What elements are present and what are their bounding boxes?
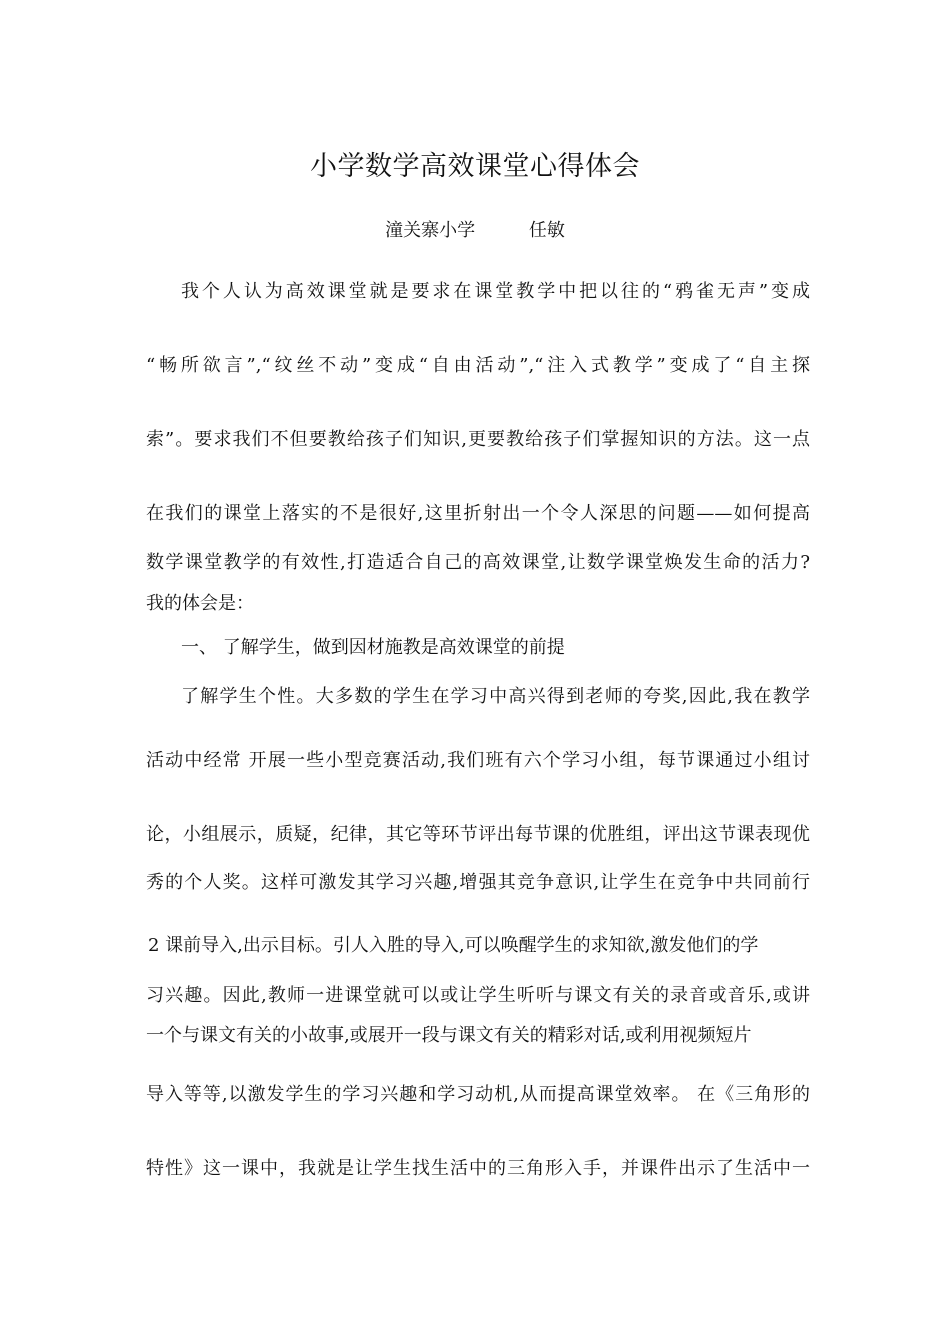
- school-name: 潼关寨小学: [385, 220, 476, 241]
- paragraph-line: 特性》这一课中，我就是让学生找生活中的三角形入手，并课件出示了生活中一: [146, 1158, 810, 1179]
- paragraph-line: 论，小组展示，质疑，纪律，其它等环节评出每节课的优胜组，评出这节课表现优: [146, 824, 810, 845]
- paragraph-line: 习兴趣。因此,教师一进课堂就可以或让学生听听与课文有关的录音或音乐,或讲: [146, 985, 810, 1006]
- section-heading: 一、 了解学生，做到因材施教是高效课堂的前提: [181, 637, 565, 658]
- paragraph-line: 活动中经常 开展一些小型竞赛活动,我们班有六个学习小组，每节课通过小组讨: [146, 750, 810, 771]
- paragraph-line: 2 课前导入,出示目标。引人入胜的导入,可以唤醒学生的求知欲,激发他们的学: [148, 935, 759, 956]
- paragraph-line: 了解学生个性。大多数的学生在学习中高兴得到老师的夸奖,因此,我在教学: [181, 686, 810, 707]
- paragraph-line: 秀的个人奖。这样可激发其学习兴趣,增强其竞争意识,让学生在竞争中共同前行: [146, 872, 810, 893]
- byline: [0, 216, 950, 242]
- paragraph-line: 导入等等,以激发学生的学习兴趣和学习动机,从而提高课堂效率。 在《三角形的: [146, 1084, 810, 1105]
- document-title: 小学数学高效课堂心得体会: [310, 151, 640, 182]
- paragraph-line: 在我们的课堂上落实的不是很好,这里折射出一个令人深思的问题——如何提高: [146, 503, 810, 524]
- paragraph-line: 我的体会是：: [146, 593, 254, 614]
- paragraph-line: 数学课堂教学的有效性,打造适合自己的高效课堂,让数学课堂焕发生命的活力?: [146, 552, 810, 573]
- author-name: 任敏: [528, 220, 565, 241]
- paragraph-line: 索”。要求我们不但要教给孩子们知识,更要教给孩子们掌握知识的方法。这一点: [146, 429, 810, 450]
- paragraph-line: 一个与课文有关的小故事,或展开一段与课文有关的精彩对话,或利用视频短片: [146, 1025, 752, 1046]
- paragraph-line: 我个人认为高效课堂就是要求在课堂教学中把以往的“鸦雀无声”变成: [181, 281, 810, 302]
- paragraph-line: “畅所欲言”,“纹丝不动”变成“自由活动”,“注入式教学”变成了“自主探: [146, 355, 810, 376]
